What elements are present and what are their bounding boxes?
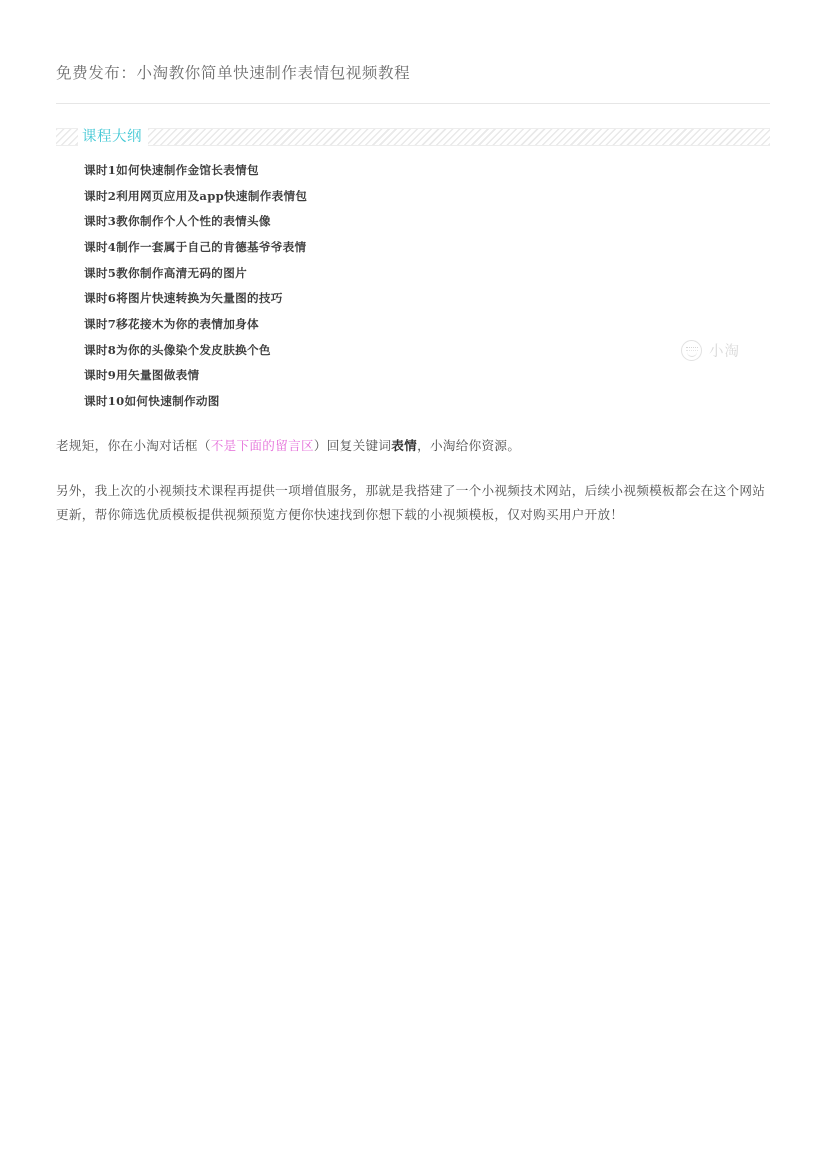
paragraph-prefix: 老规矩，你在小淘对话框（ [56,438,211,453]
outline-heading: 课程大纲 [78,127,148,147]
list-item: 课时8为你的头像染个发皮肤换个色 [84,342,271,357]
page-title: 免费发布：小淘教你简单快速制作表情包视频教程 [56,0,770,104]
paragraph-resource-notice [56,434,770,459]
list-item: 课时10如何快速制作动图 [84,393,220,408]
paragraph-highlight: 不是下面的留言区 [210,438,314,453]
watermark-name: 小淘 [709,344,740,360]
list-item: 课时5教你制作高清无码的图片 [84,265,247,280]
paragraph-keyword: 表情 [391,438,418,453]
course-outline-section [56,126,770,414]
watermark [681,340,740,361]
list-item: 课时6将图片快速转换为矢量图的技巧 [84,291,283,306]
list-item: 课时1如何快速制作金馆长表情包 [84,162,259,177]
list-item: 课时4制作一套属于自己的肯德基爷爷表情 [84,239,307,254]
paragraph-suffix: ，小淘给你资源。 [417,438,521,453]
paragraph-middle: ）回复关键词 [313,438,392,453]
hatch-decoration [56,128,770,146]
wechat-account-icon [681,340,702,361]
lesson-list [56,157,770,414]
list-item: 课时2利用网页应用及app快速制作表情包 [84,188,308,203]
list-item: 课时7移花接木为你的表情加身体 [84,316,259,331]
outline-header [56,126,770,148]
list-item: 课时9用矢量图做表情 [84,368,200,383]
paragraph-extra-service: 另外，我上次的小视频技术课程再提供一项增值服务，那就是我搭建了一个小视频技术网站，后续小视频模板都会在这个网站更新，帮你筛选优质模板提供视频预览方便你快速找到你想下载的小视频模板，仅对购买用户开放！ [56,483,766,523]
list-item: 课时3教你制作个人个性的表情头像 [84,214,271,229]
